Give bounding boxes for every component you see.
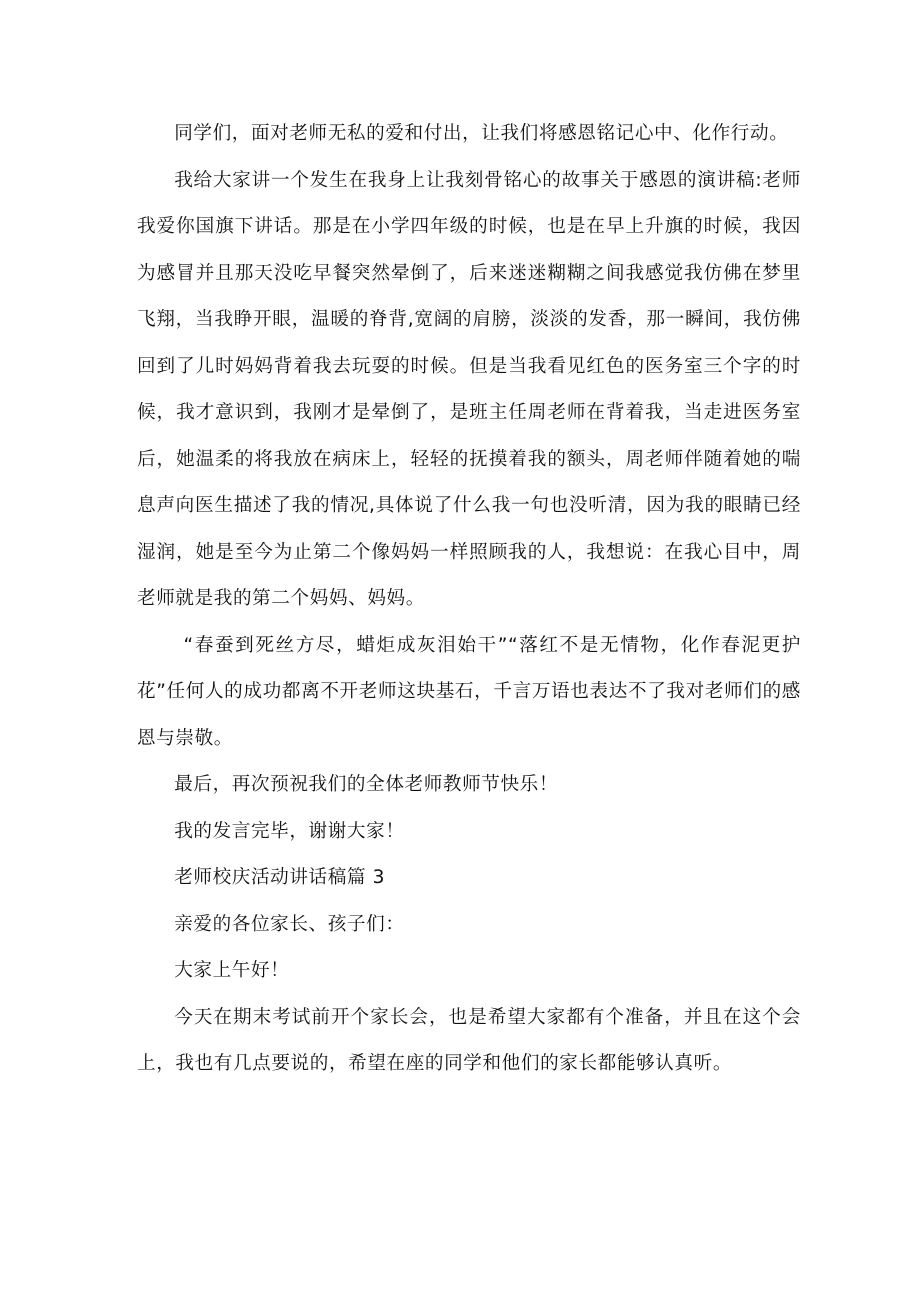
paragraph-story: 我给大家讲一个发生在我身上让我刻骨铭心的故事关于感恩的演讲稿:老师我爱你国旗下讲话。那是在小学四年级的时候，也是在早上升旗的时候，我因为感冒并且那天没吃早餐突然晕倒了，后来迷迷糊糊之间我感觉我仿佛在梦里飞翔，当我睁开眼，温暖的脊背,宽阔的肩膀，淡淡的发香，那一瞬间，我仿佛回到了儿时妈妈背着我去玩耍的时候。但是当我看见红色的医务室三个字的时候，我才意识到，我刚才是晕倒了，是班主任周老师在背着我，当走进医务室后，她温柔的将我放在病床上，轻轻的抚摸着我的额头，周老师伴随着她的喘息声向医生描述了我的情况,具体说了什么我一句也没听清，因为我的眼睛已经湿润，她是至今为止第二个像妈妈一样照顾我的人，我想说：在我心目中，周老师就是我的第二个妈妈、妈妈。 [137, 169, 801, 609]
paragraph-opening: 今天在期末考试前开个家长会，也是希望大家都有个准备，并且在这个会上，我也有几点要说的，希望在座的同学和他们的家长都能够认真听。 [137, 1006, 801, 1074]
paragraph-salutation: 亲爱的各位家长、孩子们： [174, 913, 405, 935]
section-heading: 老师校庆活动讲话稿篇 3 [174, 867, 386, 888]
paragraph-quote: “春蚕到死丝方尽，蜡炬成灰泪始干”“落红不是无情物，化作春泥更护花”任何人的成功都离不开老师这块基石，千言万语也表达不了我对老师们的感恩与崇敬。 [137, 634, 801, 749]
paragraph-closing-call: 同学们，面对老师无私的爱和付出，让我们将感恩铭记心中、化作行动。 [174, 123, 789, 144]
paragraph-greeting: 大家上午好！ [174, 960, 290, 981]
paragraph-thanks: 我的发言完毕，谢谢大家！ [174, 820, 405, 842]
document-body [137, 111, 801, 1088]
paragraph-wishes: 最后，再次预祝我们的全体老师教师节快乐！ [174, 774, 559, 795]
